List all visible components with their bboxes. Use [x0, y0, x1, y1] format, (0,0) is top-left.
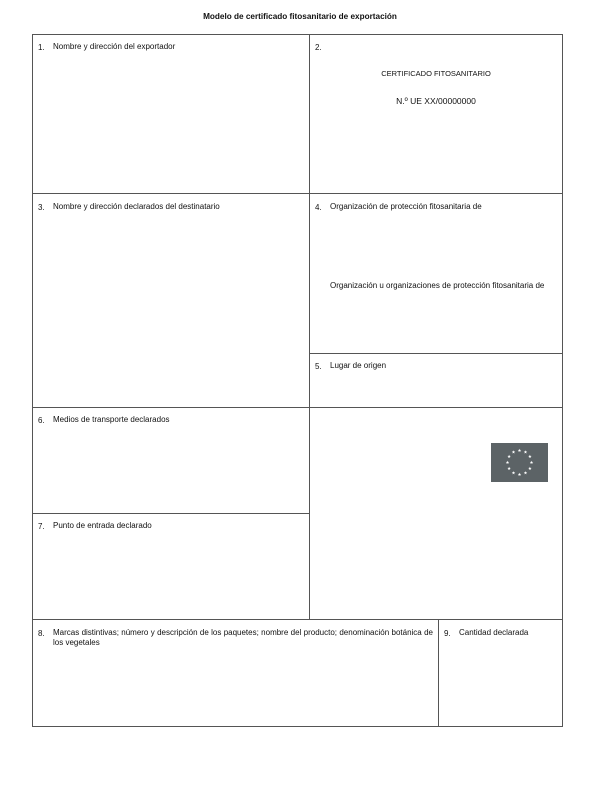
box-number: 4.: [315, 203, 322, 212]
page-title: Modelo de certificado fitosanitario de exportación: [203, 12, 397, 21]
box-label: Organización de protección fitosanitaria de: [330, 202, 482, 211]
box-label: Cantidad declarada: [459, 628, 529, 637]
box-number: 8.: [38, 629, 45, 638]
box-label: Medios de transporte declarados: [53, 415, 170, 424]
box-label: Nombre y dirección declarados del destinatario: [53, 202, 220, 211]
flag-star: [524, 471, 527, 474]
flag-star: [518, 449, 521, 452]
certificate-heading: CERTIFICADO FITOSANITARIO: [381, 69, 491, 78]
eu-flag-icon: [491, 443, 548, 482]
box-number: 5.: [315, 362, 322, 371]
box-label: Nombre y dirección del exportador: [53, 42, 176, 51]
flag-star: [507, 455, 510, 458]
box-label: Marcas distintivas; número y descripción de los paquetes; nombre del producto; denominación botánica de los vegetales: [53, 628, 433, 647]
flag-star: [506, 461, 509, 464]
flag-star: [518, 473, 521, 476]
divider: [32, 619, 563, 620]
divider: [32, 407, 563, 408]
flag-star: [524, 450, 527, 453]
box-label: Punto de entrada declarado: [53, 521, 152, 530]
flag-star: [507, 467, 510, 470]
box-label: Lugar de origen: [330, 361, 387, 370]
flag-star: [528, 455, 531, 458]
divider: [309, 353, 563, 354]
box-number: 7.: [38, 522, 45, 531]
flag-star: [512, 471, 515, 474]
box-number: 6.: [38, 416, 45, 425]
flag-star: [512, 450, 515, 453]
flag-star: [528, 467, 531, 470]
divider: [438, 619, 439, 727]
flag-star: [530, 461, 533, 464]
divider: [309, 34, 310, 619]
certificate-number: N.º UE XX/00000000: [396, 96, 476, 106]
box-number: 2.: [315, 43, 322, 52]
divider: [32, 513, 309, 514]
box-number: 1.: [38, 43, 45, 52]
box-number: 3.: [38, 203, 45, 212]
divider: [32, 193, 563, 194]
box-number: 9.: [444, 629, 451, 638]
box-label-secondary: Organización u organizaciones de protección fitosanitaria de: [330, 281, 545, 290]
certificate-frame: [32, 34, 563, 727]
